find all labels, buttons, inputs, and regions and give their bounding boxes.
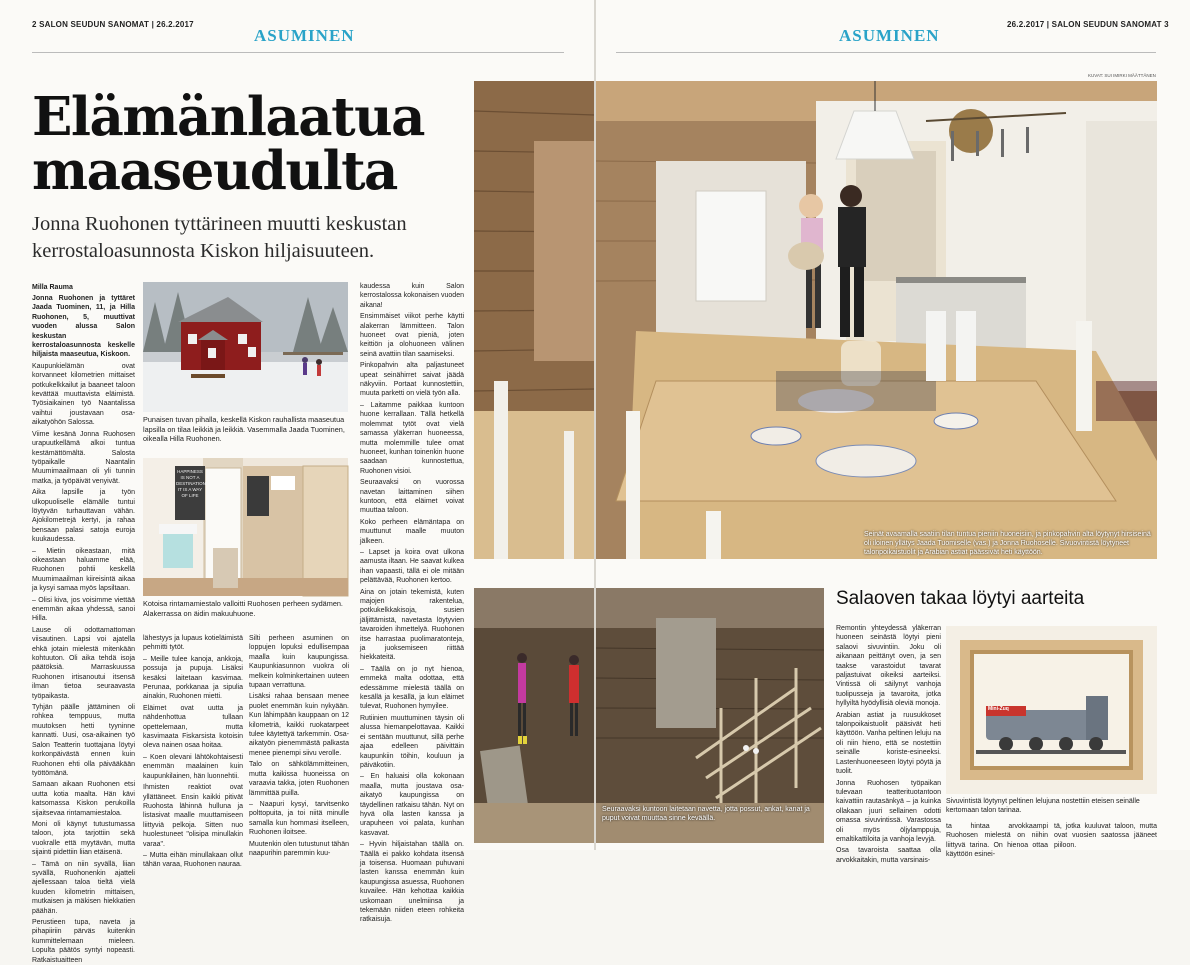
article-column-4: [360, 282, 464, 924]
toy-train-illustration: [946, 626, 1157, 794]
left-section-label: ASUMINEN: [254, 26, 355, 45]
toy-train-label: Mini-Zuq: [988, 706, 1009, 712]
column-paragraph: Eläimet ovat uutta ja nähdenhottua tullaan opettelemaan, mutta kasvimaata Fiskarsista kotoisin oleva nainen osaa hoitaa.: [143, 704, 243, 750]
column-paragraph: – Täällä on jo nyt hienoa, emmekä malta odottaa, että edessämme mielestä täällä on kesällä ja kesällä, ja kun eläimet tulevat, Ruohonen hymyilee.: [360, 665, 464, 711]
column-paragraph: Muutenkin olen tutustunut tähän naapurihin paremmin kuu-: [249, 840, 349, 857]
barn-photo-caption: Seuraavaksi kuntoon laitetaan navetta, jotta possut, ankat, kanat ja puput voivat muuttaa sinne keväällä.: [602, 806, 810, 822]
column-paragraph: tä, jotka kuuluvat taloon, mutta ovat vuosien saatossa jääneet piiloon.: [1054, 823, 1157, 849]
column-paragraph: ta hintaa arvokkaampi Ruohosen mielestä on niihin liittyvä tarina. On hienoa ottaa käyttöön esinei-: [946, 823, 1048, 859]
sidebar-subhead: Salaoven takaa löytyi aarteita: [836, 588, 1085, 609]
column-paragraph: Ihmisten reaktiot ovat yllättäneet. Ensin kaikki pitivät Ruohosta lähinnä hulluna ja listasivat maalle muuttamiseen liittyviä pelkoja. Sitten nuo huolestuneet "olisipa minullakin varaa".: [143, 784, 243, 848]
spread-photo-left-part: [474, 81, 595, 559]
photo-credit: KUVAT: SUI IMIRKI MÄÄTTÄNEN: [1088, 73, 1156, 78]
column-paragraph: – Olisi kiva, jos voisimme viettää enemmän aikaa yhdessä, sanoi Hilla.: [32, 596, 135, 623]
column-paragraph: – Laitamme paikkaa kuntoon huone kerrallaan. Tällä hetkellä molemmat tytöt ovat vielä samassa yläkerran huoneessa, mutta molemmille tulee omat huoneet, kunhan toinenkin huone saadaan kunnostettua, Ruohonen visioi.: [360, 401, 464, 475]
column-paragraph: – Lapset ja koira ovat ulkona aamusta iltaan. He saavat kulkea ihan vapaasti, tällä ei ole mitään pelättävää, Ruohonen kertoo.: [360, 548, 464, 585]
barn-left-illustration: [474, 588, 595, 843]
photo-toy-train: [946, 626, 1157, 794]
column-paragraph: Osa tavaroista saattaa olla arvokkaitakin, mutta varsinais-: [836, 847, 941, 864]
article-column-3: [249, 634, 349, 857]
column-paragraph: Tyhjän päälle jättäminen oli rohkea temppuus, mutta muutoksen hetti tyyninne kannatti. Uusi, osa-aikainen työ Salon Teatterin tuottajana löytyi korkonpäivästä ennen kuin Ruohonen ehti olla päivääkään työttömänä.: [32, 704, 135, 777]
column-paragraph: Arabian astiat ja ruusukkoset talonpoikaistuolit pääsivät heti käyttöön. Vanha peltinen leluju na oli niin hieno, että se nostettiin seinälle koriste-esineeksi. Lastenhuoneeseen löytyi pöytä ja tuolit.: [836, 711, 941, 776]
column-paragraph: Lause oli odottamattoman viisautinen. Lapsi voi ajatella ehkä jotain mielestä mitenkään kohtuuton. Oli aika tehdä isoja päätöksiä. Marraskuussa Ruohonen irtisanoutui itsensä ilman tietoa seuraavasta työpaikasta.: [32, 626, 135, 700]
barn-photo-left-part: [474, 588, 595, 843]
column-paragraph: Jonna Ruohosen työpaikan tulevaan teatterituotantoon kaivattiin rautasänkyä – ja kuinka ollakaan juuri sellainen odotti omassa sivuvintissä. Varastossa oli myös öljylamppuja, emaltikattiloita ja vanhoja levyjä.: [836, 779, 941, 843]
sidebar-column-3: [1054, 822, 1157, 849]
column-paragraph: Perustieen tupa, naveta ja pihapiiriin pärväs kuitenkin kummittelemaan mieleen. Lopulta päätös syntyi nopeasti. Ratkaistuaitteen: [32, 919, 135, 964]
photo-toy-train-caption: Sivuvintistä löytynyt peltinen lelujuna nostettiin eteisen seinälle kertomaan talon tarinaa.: [946, 798, 1140, 814]
column-paragraph: kaudessa kuin Salon kerrostalossa kokonaisen vuoden aikana!: [360, 283, 464, 309]
byline: Milla Rauma: [32, 284, 73, 291]
column-paragraph: lähestyys ja lupaus kotieläimistä pehmitti tytöt.: [143, 635, 243, 652]
headline: Elämänlaatua maaseudulta: [32, 86, 424, 202]
column-paragraph: Koko perheen elämäntapa on muuttunut maalle muuton jälkeen.: [360, 518, 464, 545]
wall-sign: HAPPINESS IS NOT A DESTINATION IT IS A WAY OF LIFE: [175, 466, 205, 520]
column-paragraph: – Tämä on niin syvällä, liian syvällä, Ruohonenkin ajatteli ajellessaan taloa tieltä vielä kuuden kilometrin mittaisen, mutkaisen ja mäkisen hiekkatien päähän.: [32, 860, 135, 915]
column-paragraph: Aika lapsille ja työn ulkopuoliselle elämälle tuntui löytyvän turhauttavan vähän. Ajokilometrejä kertyi, ja rahaa bensaan palasi satoja euroja kuukaudessa.: [32, 489, 135, 544]
sidebar-column-2: [946, 822, 1048, 859]
column-paragraph: – Koen olevani lähtökohtaisesti enemmän maalainen kuin kaupunkilainen, hän luonnehtii.: [143, 753, 243, 780]
column-paragraph: – Meille tulee kanoja, ankkoja, possuja ja pupuja. Lisäksi kesäksi laitetaan kasvimaa. Perunaa, porkkanaa ja sipulia ainakin, Ruohonen mietti.: [143, 655, 243, 701]
column-paragraph: Silti perheen asuminen on loppujen lopuksi edullisempaa maalla kuin kaupungissa. Kaupunkiasunnon vuokra oli melkein kolminkertainen uuteen tupaan verrattuna.: [249, 635, 349, 690]
lede: Jonna Ruohonen tyttärineen muutti keskustan kerrostaloasunnosta Kiskon hiljaisuuteen.: [32, 213, 407, 262]
article-column-2: [143, 634, 243, 869]
column-paragraph: Pinkopahvin alta paljastuneet upeat seinähirret saivat jäädä näkyviin. Portaat kunnostettiin, muuta parketti on vielä työn alla.: [360, 362, 464, 398]
right-page: [596, 0, 1190, 864]
column-paragraph: – Mutta eihän minullakaan ollut tähän varaa, Ruohonen nauraa.: [143, 851, 243, 869]
photo-red-house-caption: Punaisen tuvan pihalla, keskellä Kiskon rauhallista maaseutua lapsilla on tilaa leikkiä ja leikkiä. Vasemmalla Jaada Tuominen, oikealla Hilla Ruohonen.: [143, 415, 345, 443]
right-top-rule: [616, 52, 1156, 53]
column-paragraph: – Hyvin hiljaistahan täällä on. Täällä ei pakko kohdata itsensä ja toisensa. Huomaan puhuvani lasten kanssa enemmän kuin kaupungissa asuessa, Ruohonen kuvailee. Hän kehottaa kaikkia uskomaan unelmiinsa ja tekemään niiden eteen rohkeita ratkaisuja.: [360, 841, 464, 924]
column-paragraph: Lisäksi rahaa bensaan menee puolet enemmän kuin nykyään. Kun lähimpään kauppaan on 12 kilometriä, kaikki ruokatarpeet tulee käytettyä tarkemmin. Osa-aikatyön pienemmästä palkasta menee pienempi siivu verolle.: [249, 693, 349, 757]
column-paragraph: Rutiinien muuttuminen täysin oli alussa hiemanpelottavaa. Kaikki ei sentään muuttunut, sillä perhe ajaa edelleen päivittäin kaupunkiin töihin, kouluun ja päiväkotiin.: [360, 714, 464, 769]
bedroom-illustration: [143, 458, 348, 596]
column-paragraph: Talo on sähkölämmitteinen, mutta kaikissa huoneissa on varaavia takka, joten Ruohonen lämmittää puilla.: [249, 761, 349, 797]
column-paragraph: – En haluaisi olla kokonaan maalla, mutta joustava osa-aikatyö kaupungissa on täydellinen ratkaisu tähän. Nyt on hyvä olla lasten kanssa ja urapuheen voi palata, kunhan kasvavat.: [360, 773, 464, 837]
photo-red-house: [143, 282, 348, 412]
photo-bedroom-caption: Kotoisa rintamamiestalo valloitti Ruohosen perheen sydämen. Alakerrassa on äidin makuuhuone.: [143, 599, 343, 618]
kitchen-illustration: [596, 81, 1157, 559]
column-paragraph: Samaan aikaan Ruohonen etsi uutta kotia maalta. Hän kävi katsomassa Kiskon perukoilla sijaitsevaa rintamamiestaloa.: [32, 781, 135, 817]
photo-bedroom: [143, 458, 348, 596]
column-paragraph: Kaupunkielämän ovat korvanneet kilometrien mittaiset potkukelkkailut ja baaneet taloon kevättää muuttavista eläimistä. Työsiaikainen työ Naantalissa vaihtui joustavaan osa-aikatyöhön Salossa.: [32, 362, 135, 427]
spread-photo-kitchen: [596, 81, 1157, 559]
kitchen-left-illustration: [474, 81, 595, 559]
right-folio: 26.2.2017 | SALON SEUDUN SANOMAT 3: [1007, 20, 1169, 29]
column-paragraph: Ensimmäiset viikot perhe käytti alakerran lämmitteen. Talon huoneet ovat pieniä, joten keittiön ja olohuoneen välinen seinä avattiin tilan saamiseksi.: [360, 313, 464, 358]
red-house-illustration: [143, 282, 348, 412]
column-paragraph: Jonna Ruohonen ja tyttäret Jaada Tuominen, 11, ja Hilla Ruohonen, 5, muuttivat vuoden alussa Salon keskustan kerrostaloasunnosta keskelle hiljaista maaseutua, Kiskoon.: [32, 295, 135, 359]
column-paragraph: Remontin yhteydessä yläkerran huoneen seinästä löytyi pieni salaovi sivuvintiin. Joku oli aikanaan peittänyt oven, ja sen taakse varastoidut tavarat paljastuivat oikeiksi aarteiksi. Vintissä oli säilynyt vanhoja tuolipusseja ja tavaroita, jotka hyllyiltä hyödyllisiä oleviä monoja.: [836, 625, 941, 708]
left-page: [0, 0, 595, 964]
barn-photo: [596, 588, 824, 843]
column-paragraph: Moni oli käynyt tutustumassa taloon, jota tarjottiin sekä vuokralle että myytävän, mutta sijainti pidettiin liian etäisenä.: [32, 820, 135, 857]
column-paragraph: – Mietin oikeastaan, mitä oikeastaan haluamme elää, Ruohonen pohtii keskellä Muumimaailman kiireisintä aikaa ja kysyi samaa myös lapsiltaan.: [32, 547, 135, 593]
column-paragraph: – Naapuri kysyi, tarvitsenko polttopuita, ja toi niitä minulle samalla kun hommasi itselleen, Ruohonen iloitsee.: [249, 800, 349, 837]
column-paragraph: Seuraavaksi on vuorossa navetan laittaminen siihen kuntoon, että eläimet voivat muuttaa taloon.: [360, 479, 464, 515]
left-top-rule: [32, 52, 564, 53]
main-photo-caption: Seinät avaamalla saatiin tilan tuntua pieniin huoneisiin, ja pinkopahvin alta löytynyt hirsiseinä oli iloinen yllätys Jaada Tuomiselle (vas.) ja Jonna Ruohoselle. Sivuovintistä löytyneet talonpoikaistuolit ja Arabian astiat päässivät heti käyttöön.: [864, 531, 1151, 556]
column-paragraph: Aina on jotain tekemistä, kuten majojen rakentelua, potkukelkkakisoja, susien jäljittämistä, navetasta löytyvien tavaroiden ihmettelyä. Ruohonen itse harrastaa puolimaratonteja, ja juoksemiseen riittää hiekkateitä.: [360, 588, 464, 662]
sidebar-column-1: [836, 624, 941, 864]
right-section-label: ASUMINEN: [839, 26, 940, 45]
left-folio: 2 SALON SEUDUN SANOMAT | 26.2.2017: [32, 20, 194, 29]
article-column-1: [32, 294, 135, 964]
column-paragraph: Viime kesänä Jonna Ruohosen urapuutkellämä alkoi tuntua kestämättömältä. Salosta työpaikalle Naantalin Muumimaailmaan oli yli tunnin matka, ja työpäivät venyivät.: [32, 430, 135, 485]
